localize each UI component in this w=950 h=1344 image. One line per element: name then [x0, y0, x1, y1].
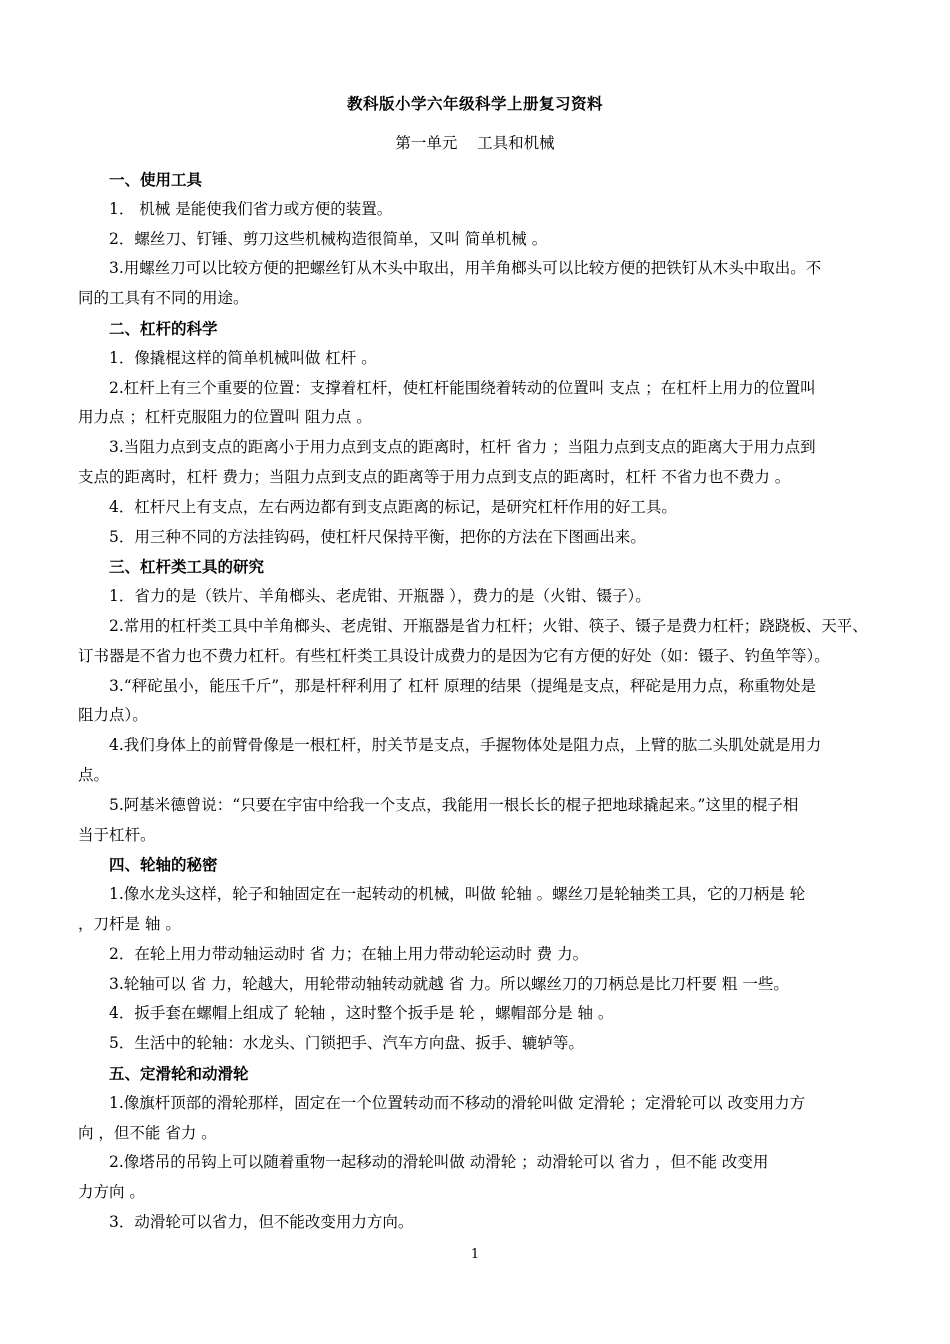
document-title: 教科版小学六年级科学上册复习资料 [346, 94, 603, 113]
text-line: 用力点 ；杠杆克服阻力的位置叫 阻力点 。 [78, 408, 372, 427]
section-heading: 五、定滑轮和动滑轮 [109, 1063, 249, 1083]
text-line: 2．螺丝刀、钉锤、剪刀这些机械构造很简单，又叫 简单机械 。 [109, 229, 548, 248]
text-line: 5．生活中的轮轴：水龙头、门锁把手、汽车方向盘、扳手、辘轳等。 [109, 1034, 584, 1053]
text-line: ，刀杆是 轴 。 [78, 914, 181, 933]
text-line: 2.杠杆上有三个重要的位置：支撑着杠杆，使杠杆能围绕着转动的位置叫 支点 ；在杠杆上用力的位置叫 [109, 378, 816, 397]
text-line: 2．在轮上用力带动轴运动时 省 力；在轴上用力带动轮运动时 费 力。 [109, 944, 589, 963]
text-line: 4．扳手套在螺帽上组成了 轮轴 ，这时整个扳手是 轮 ，螺帽部分是 轴 。 [109, 1004, 614, 1023]
document-body [78, 165, 878, 1238]
text-line: 5．用三种不同的方法挂钩码，使杠杆尺保持平衡，把你的方法在下图画出来。 [109, 527, 646, 546]
section-heading: 四、轮轴的秘密 [109, 855, 218, 875]
text-line: 点。 [78, 765, 110, 784]
unit-title: 第一单元 工具和机械 [395, 134, 555, 152]
text-line: 2.像塔吊的吊钩上可以随着重物一起移动的滑轮叫做 动滑轮 ；动滑轮可以 省力 ，但不能 改变用 [109, 1153, 769, 1172]
text-line: 2.常用的杠杆类工具中羊角榔头、老虎钳、开瓶器是省力杠杆；火钳、筷子、镊子是费力杠杆；跷跷板、天平、 [109, 616, 868, 635]
text-line: 4．杠杆尺上有支点，左右两边都有到支点距离的标记，是研究杠杆作用的好工具。 [109, 497, 677, 516]
section-heading: 二、杠杆的科学 [109, 318, 218, 338]
text-line: 订书器是不省力也不费力杠杆。有些杠杆类工具设计成费力的是因为它有方便的好处（如：镊子、钓鱼竿等）。 [78, 646, 830, 665]
text-line: 3.当阻力点到支点的距离小于用力点到支点的距离时，杠杆 省力 ；当阻力点到支点的距离大于用力点到 [109, 438, 816, 457]
text-line: 1．省力的是（铁片、羊角榔头、老虎钳、开瓶器 ），费力的是（火钳、镊子）。 [109, 587, 651, 606]
text-line: 同的工具有不同的用途。 [78, 289, 249, 308]
text-line: 支点的距离时，杠杆 费力；当阻力点到支点的距离等于用力点到支点的距离时，杠杆 不省力也不费力 。 [78, 467, 791, 486]
page-number: 1 [470, 1247, 480, 1262]
text-line: 3.“秤砣虽小，能压千斤”，那是杆秤利用了 杠杆 原理的结果（提绳是支点，秤砣是用力点，称重物处是 [109, 676, 816, 695]
text-line: 阻力点）。 [78, 706, 148, 725]
text-line: 1．像撬棍这样的简单机械叫做 杠杆 。 [109, 348, 377, 367]
text-line: 1.像旗杆顶部的滑轮那样，固定在一个位置转动而不移动的滑轮叫做 定滑轮 ；定滑轮可以 改变用力方 [109, 1093, 806, 1112]
text-line: 1.像水龙头这样，轮子和轴固定在一起转动的机械，叫做 轮轴 。螺丝刀是轮轴类工具，它的刀柄是 轮 [109, 885, 806, 904]
text-line: 力方向 。 [78, 1183, 145, 1202]
text-line: 向 ，但不能 省力 。 [78, 1123, 217, 1142]
text-line: 3．动滑轮可以省力，但不能改变用力方向。 [109, 1212, 414, 1231]
text-line: 5.阿基米德曾说：“只要在宇宙中给我一个支点，我能用一根长长的棍子把地球撬起来。”这里的棍子相 [109, 795, 799, 814]
text-line: 4.我们身体上的前臂骨像是一根杠杆，肘关节是支点，手握物体处是阻力点，上臂的肱二头肌处就是用力 [109, 736, 822, 755]
section-heading: 一、使用工具 [109, 170, 203, 189]
text-line: 3.用螺丝刀可以比较方便的把螺丝钉从木头中取出，用羊角榔头可以比较方便的把铁钉从木头中取出。不 [109, 259, 822, 278]
text-line: 3.轮轴可以 省 力，轮越大，用轮带动轴转动就越 省 力。所以螺丝刀的刀柄总是比刀杆要 粗 一些。 [109, 974, 789, 993]
text-line: 当于杠杆。 [78, 825, 156, 844]
section-heading: 三、杠杆类工具的研究 [109, 557, 265, 577]
text-line: 1． 机械 是能使我们省力或方便的装置。 [109, 199, 393, 218]
